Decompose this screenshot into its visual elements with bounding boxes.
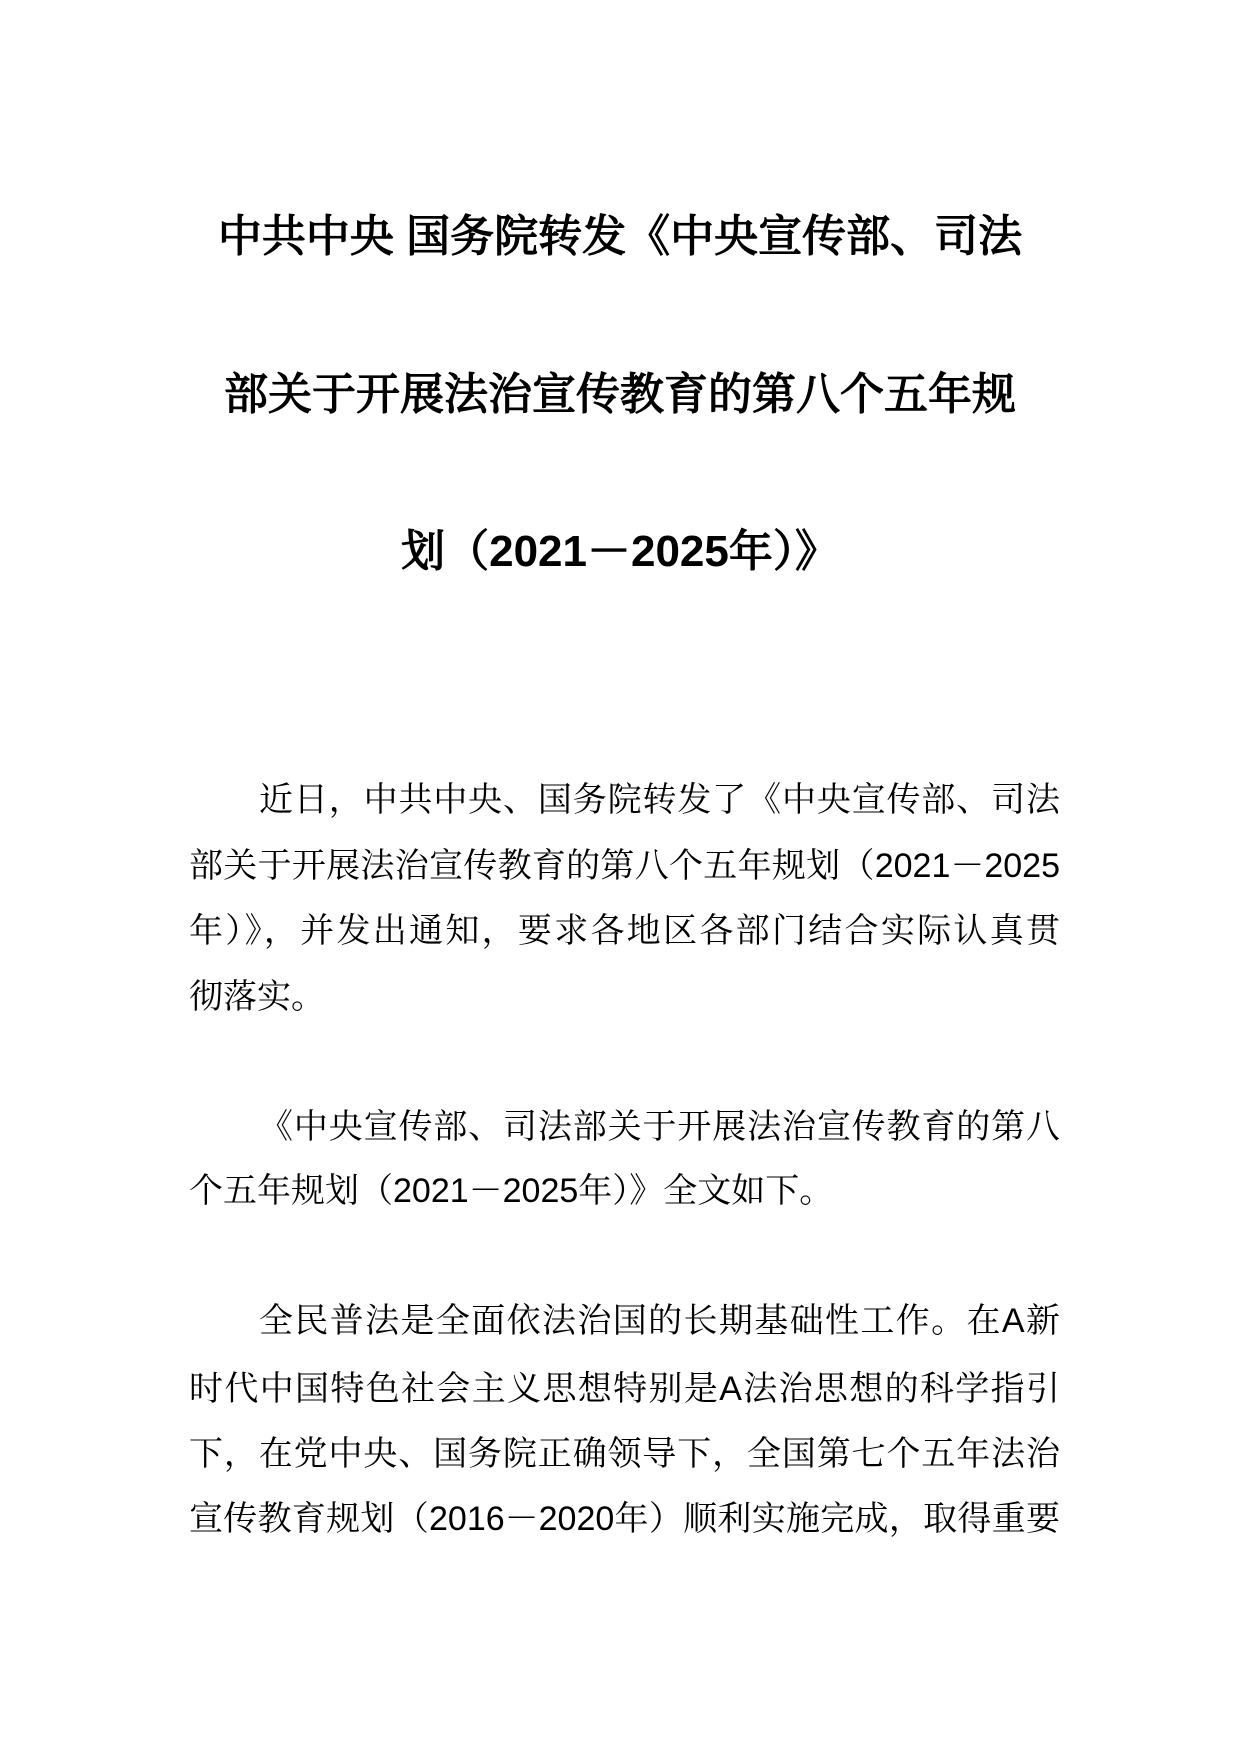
paragraph-line: 部关于开展法治宣传教育的第八个五年规划（2021－2025 xyxy=(189,847,1060,885)
paragraph-line: 宣传教育规划（2016－2020年）顺利实施完成，取得重要 xyxy=(189,1500,1060,1538)
paragraph-line: 下，在党中央、国务院正确领导下，全国第七个五年法治 xyxy=(189,1435,1060,1473)
paragraph-line: 个五年规划（2021－2025年）》全文如下。 xyxy=(189,1172,834,1210)
title-line: 中共中央 国务院转发《中央宣传部、司法 xyxy=(217,212,1023,261)
title-line: 部关于开展法治宣传教育的第八个五年规 xyxy=(224,370,1016,419)
paragraph-line: 彻落实。 xyxy=(189,978,325,1016)
paragraph-line: 年）》，并发出通知，要求各地区各部门结合实际认真贯 xyxy=(189,912,1060,950)
title-line: 划（2021－2025年）》 xyxy=(401,527,839,576)
paragraph-line: 时代中国特色社会主义思想特别是A法治思想的科学指引 xyxy=(189,1370,1060,1408)
paragraph-line: 全民普法是全面依法治国的长期基础性工作。在A新 xyxy=(259,1302,1060,1340)
paragraph-line: 近日，中共中央、国务院转发了《中央宣传部、司法 xyxy=(259,781,1060,819)
paragraph-line: 《中央宣传部、司法部关于开展法治宣传教育的第八 xyxy=(259,1108,1060,1146)
